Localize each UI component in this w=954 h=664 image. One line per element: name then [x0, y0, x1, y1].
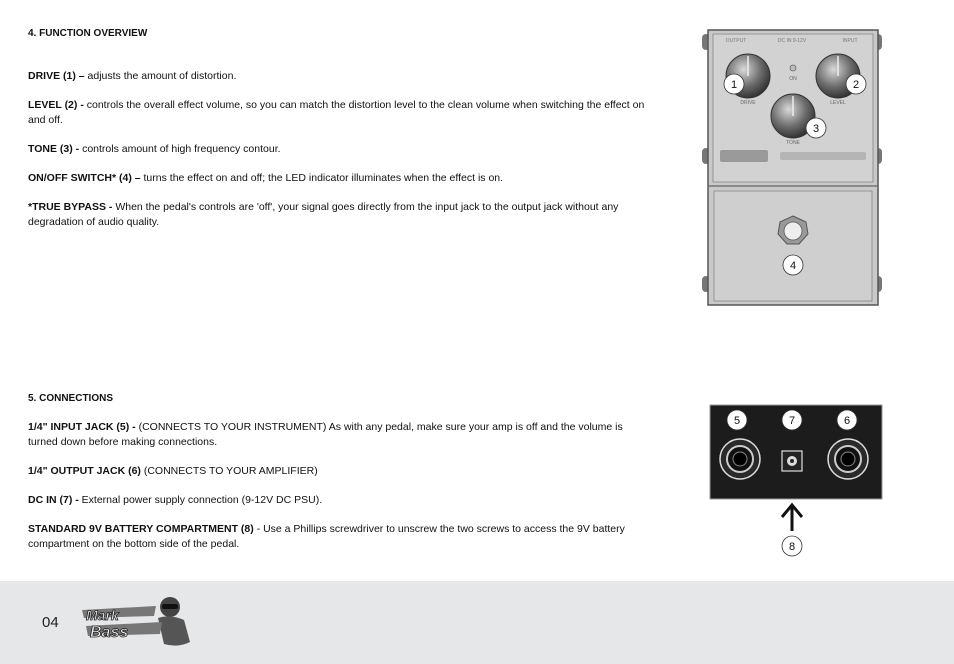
battery-label: STANDARD 9V BATTERY COMPARTMENT (8) — [28, 523, 254, 535]
function-overview-section — [28, 26, 653, 230]
callout-4-text: 4 — [789, 260, 797, 272]
pedal-input-label: INPUT — [842, 38, 858, 44]
output-jack-hole — [841, 452, 855, 466]
connections-section — [28, 391, 653, 552]
page-number: 04 — [42, 614, 59, 631]
dc-in-pin — [790, 459, 794, 463]
callout-3-text: 3 — [812, 123, 820, 135]
callout-1-text: 1 — [730, 79, 738, 91]
input-jack-text: (CONNECTS TO YOUR INSTRUMENT) As with any pedal, make sure your amp is off and the volume is turned down before making connections. — [28, 421, 623, 448]
true-bypass-description — [28, 200, 653, 230]
drive-description — [28, 69, 653, 84]
pedal-output-label: OUTPUT — [725, 38, 747, 44]
tone-description — [28, 142, 653, 157]
input-jack-hole — [733, 452, 747, 466]
led-indicator — [790, 65, 796, 71]
callout-6-text: 6 — [843, 415, 851, 427]
tone-label: TONE (3) - — [28, 143, 80, 155]
dc-in-text: External power supply connection (9-12V DC PSU). — [78, 494, 323, 506]
jack-panel-illustration — [706, 403, 886, 563]
pedal-dc-label: DC IN 9-12V — [777, 38, 807, 44]
drive-text: adjusts the amount of distortion. — [84, 70, 237, 82]
pedal-model-strip — [780, 152, 866, 160]
switch-text: turns the effect on and off; the LED indicator illuminates when the effect is on. — [140, 172, 504, 184]
drive-knob-label: DRIVE — [740, 100, 756, 106]
input-jack-label: 1/4" INPUT JACK (5) - — [28, 421, 136, 433]
led-label: ON — [789, 76, 797, 82]
switch-label: ON/OFF SWITCH* (4) – — [28, 172, 141, 184]
level-description — [28, 98, 653, 128]
true-bypass-text: When the pedal's controls are 'off', your signal goes directly from the input jack to the output jack without any degradation of audio quality. — [28, 201, 619, 228]
footswitch-button — [784, 222, 802, 240]
logo-mascot-glasses — [162, 604, 178, 609]
callout-8-text: 8 — [788, 541, 796, 553]
logo-mascot-body — [158, 616, 190, 645]
switch-description — [28, 171, 653, 186]
pedal-illustration — [700, 28, 890, 308]
footswitch-panel — [714, 191, 872, 301]
connections-heading: 5. CONNECTIONS — [28, 393, 114, 404]
pedal-brand-strip — [720, 150, 768, 162]
logo-wordmark: Mark — [86, 607, 119, 623]
callout-7-text: 7 — [788, 415, 796, 427]
logo-wordmark: Bass — [90, 624, 129, 641]
battery-description — [28, 522, 653, 552]
markbass-logo — [78, 592, 198, 652]
level-label: LEVEL (2) - — [28, 99, 84, 111]
output-jack-label: 1/4" OUTPUT JACK (6) — [28, 465, 141, 477]
function-overview-heading: 4. FUNCTION OVERVIEW — [28, 28, 148, 39]
dc-in-description — [28, 493, 653, 508]
output-jack-description — [28, 464, 653, 479]
tone-knob-label: TONE — [786, 140, 800, 146]
output-jack-text: (CONNECTS TO YOUR AMPLIFIER) — [140, 465, 318, 477]
callout-5-text: 5 — [733, 415, 741, 427]
level-knob-label: LEVEL — [830, 100, 846, 106]
input-jack-description — [28, 420, 653, 450]
dc-in-label: DC IN (7) - — [28, 494, 79, 506]
level-text: controls the overall effect volume, so you can match the distortion level to the clean volume when switching the effect on and off. — [28, 99, 645, 126]
battery-text: - Use a Phillips screwdriver to unscrew the two screws to access the 9V battery compartment on the bottom side of the pedal. — [28, 523, 625, 550]
drive-label: DRIVE (1) – — [28, 70, 85, 82]
tone-text: controls amount of high frequency contour. — [79, 143, 281, 155]
true-bypass-label: *TRUE BYPASS - — [28, 201, 113, 213]
callout-2-text: 2 — [852, 79, 860, 91]
